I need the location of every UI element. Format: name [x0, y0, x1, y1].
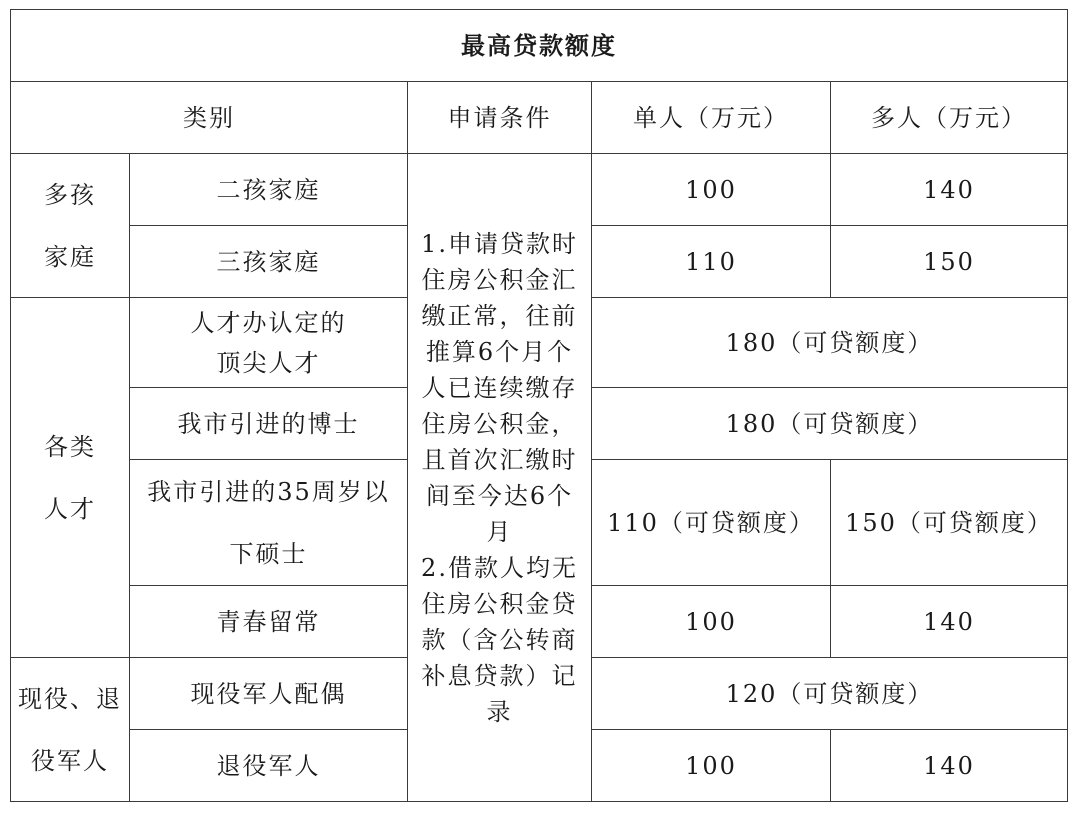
group-multi-child	[11, 154, 130, 298]
group-military	[11, 658, 130, 802]
row-label-master-line1: 我市引进的35周岁以	[147, 477, 390, 506]
row-label-top-talent-line1: 人才办认定的	[190, 308, 347, 337]
condition-line: 月	[486, 517, 513, 546]
value-master-single: 110（可贷额度）	[592, 460, 831, 586]
condition-line: 录	[486, 697, 513, 726]
condition-line: 2.借款人均无	[421, 553, 578, 582]
group-military-line1: 现役、退	[18, 684, 122, 713]
row-label-third-child: 三孩家庭	[130, 226, 408, 298]
row-label-second-child: 二孩家庭	[130, 154, 408, 226]
group-multi-child-line1: 多孩	[44, 180, 96, 209]
condition-line: 住房公积金贷	[421, 589, 578, 618]
row-label-top-talent-line2: 顶尖人才	[216, 348, 321, 377]
header-single: 单人（万元）	[592, 82, 831, 154]
condition-line: 补息贷款）记	[421, 661, 578, 690]
value-youth-single: 100	[592, 586, 831, 658]
value-second-child-multi: 140	[831, 154, 1068, 226]
table-title: 最高贷款额度	[11, 10, 1068, 82]
row-label-doctor: 我市引进的博士	[130, 388, 408, 460]
condition-line: 住房公积金，	[421, 409, 578, 438]
conditions-cell	[408, 154, 592, 802]
header-category: 类别	[11, 82, 408, 154]
header-conditions: 申请条件	[408, 82, 592, 154]
condition-line: 缴正常，往前	[421, 301, 578, 330]
group-military-line2: 役军人	[31, 746, 109, 775]
row-label-master	[130, 460, 408, 586]
value-third-child-single: 110	[592, 226, 831, 298]
row-label-master-line2: 下硕士	[229, 539, 308, 568]
condition-line: 1.申请贷款时	[421, 229, 578, 258]
value-top-talent-merged: 180（可贷额度）	[592, 298, 1068, 388]
value-military-spouse-merged: 120（可贷额度）	[592, 658, 1068, 730]
condition-line: 款（含公转商	[421, 625, 578, 654]
row-label-top-talent	[130, 298, 408, 388]
condition-line: 且首次汇缴时	[421, 445, 578, 474]
group-talent-line1: 各类	[44, 432, 96, 461]
value-doctor-merged: 180（可贷额度）	[592, 388, 1068, 460]
value-second-child-single: 100	[592, 154, 831, 226]
header-multi: 多人（万元）	[831, 82, 1068, 154]
row-label-veteran: 退役军人	[130, 730, 408, 802]
row-label-youth: 青春留常	[130, 586, 408, 658]
condition-line: 间至今达6个	[425, 481, 574, 510]
value-master-multi: 150（可贷额度）	[831, 460, 1068, 586]
row-label-military-spouse: 现役军人配偶	[130, 658, 408, 730]
group-talent	[11, 298, 130, 658]
group-talent-line2: 人才	[44, 494, 96, 523]
value-veteran-multi: 140	[831, 730, 1068, 802]
condition-line: 住房公积金汇	[421, 265, 578, 294]
value-youth-multi: 140	[831, 586, 1068, 658]
value-veteran-single: 100	[592, 730, 831, 802]
condition-line: 推算6个月个	[425, 337, 574, 366]
value-third-child-multi: 150	[831, 226, 1068, 298]
group-multi-child-line2: 家庭	[44, 242, 96, 271]
loan-limit-table	[10, 9, 1068, 802]
condition-line: 人已连续缴存	[421, 373, 578, 402]
